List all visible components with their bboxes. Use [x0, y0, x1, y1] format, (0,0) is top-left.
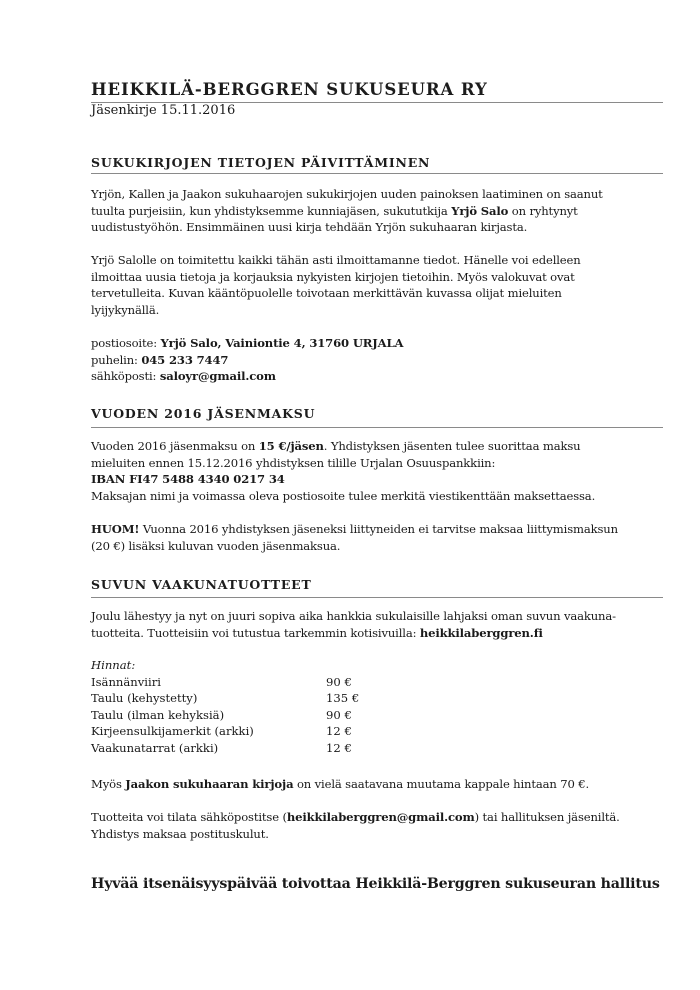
price-row: [91, 674, 359, 691]
section-heading-family-books: SUKUKIRJOJEN TIETOJEN PÄIVITTÄMINEN: [91, 155, 431, 170]
product-name: Taulu (ilman kehyksiä): [91, 707, 225, 722]
address-value: Yrjö Salo, Vainiontie 4, 31760 URJALA: [160, 336, 404, 350]
text-fragment: tuotteita. Tuotteisiin voi tutustua tarkemmin kotisivuilla:: [91, 625, 420, 640]
paragraph-family-books-intro: [91, 186, 603, 236]
order-email-link[interactable]: heikkilaberggren@gmail.com: [286, 810, 475, 824]
email-label: sähköposti:: [91, 369, 160, 384]
note-label: HUOM!: [91, 522, 140, 536]
document-title: HEIKKILÄ-BERGGREN SUKUSEURA RY: [91, 80, 488, 99]
section-rule: [91, 173, 663, 174]
bold-books: Jaakon sukuhaaran kirjoja: [125, 777, 294, 791]
text-line: Yhdistys maksaa postituskulut.: [91, 826, 269, 841]
text-line: [91, 625, 616, 642]
paragraph-coat-of-arms: [91, 608, 616, 641]
closing-greeting: Hyvää itsenäisyyspäivää toivottaa Heikkilä-Berggren sukuseuran hallitus: [91, 876, 660, 892]
text-fragment: on ryhtynyt: [508, 203, 578, 218]
text-line: [91, 776, 589, 793]
text-fragment: Myös: [91, 777, 126, 791]
text-fragment: Vuonna 2016 yhdistyksen jäseneksi liittyneiden ei tarvitse maksaa liittymismaksun: [139, 522, 618, 536]
product-price: 12 €: [326, 724, 352, 739]
text-line: Maksajan nimi ja voimassa oleva postiosoite tulee merkitä viestikenttään maksettaessa.: [91, 488, 596, 503]
phone-label: puhelin:: [91, 352, 142, 367]
iban-value: IBAN FI47 5488 4340 0217 34: [91, 472, 285, 487]
bold-name: Yrjö Salo: [451, 203, 509, 218]
iban: [91, 471, 595, 488]
text-line: Yrjö Salolle on toimitettu kaikki tähän asti ilmoittamanne tiedot. Hänelle voi edelleen: [91, 253, 581, 267]
contact-block: [91, 335, 403, 385]
section-rule: [91, 427, 663, 428]
price-row: [91, 707, 359, 724]
product-name: Vaakunatarrat (arkki): [91, 740, 219, 755]
text-line: (20 €) lisäksi kuluvan vuoden jäsenmaksua.: [91, 538, 341, 553]
product-price: 90 €: [326, 674, 352, 689]
section-heading-coat-of-arms: SUVUN VAAKUNATUOTTEET: [91, 577, 312, 592]
text-fragment: . Yhdistyksen jäsenten tulee suorittaa maksu: [323, 439, 581, 453]
text-line: mieluiten ennen 15.12.2016 yhdistyksen tilille Urjalan Osuuspankkiin:: [91, 455, 496, 470]
text-line: Yrjön, Kallen ja Jaakon sukuhaarojen sukukirjojen uuden painoksen laatiminen on saanut: [91, 187, 603, 201]
price-list-label: Hinnat:: [91, 658, 136, 672]
website-link[interactable]: heikkilaberggren.fi: [419, 625, 543, 640]
section-rule: [91, 597, 663, 598]
paragraph-family-books-info: [91, 252, 581, 318]
product-price: 135 €: [326, 691, 360, 706]
price-row: [91, 690, 359, 707]
text-line: tervetulleita. Kuvan kääntöpuolelle toivotaan merkittävän kuvassa olijat mieluiten: [91, 286, 562, 301]
email-value: saloyr@gmail.com: [159, 369, 276, 384]
text-fragment: Tuotteita voi tilata sähköpostitse (: [91, 810, 287, 824]
text-fragment: Vuoden 2016 jäsenmaksu on: [91, 439, 259, 453]
text-line: [91, 521, 618, 538]
paragraph-membership-fee: [91, 438, 595, 504]
product-name: Isännänviiri: [91, 674, 161, 689]
section-heading-membership-fee: VUODEN 2016 JÄSENMAKSU: [91, 406, 316, 421]
text-line: ilmoittaa uusia tietoja ja korjauksia nykyisten kirjojen tietoihin. Myös valokuvat ovat: [91, 269, 575, 284]
paragraph-books: [91, 776, 589, 793]
text-fragment: tuulta purjeisiin, kun yhdistyksemme kunniajäsen, sukututkija: [91, 203, 452, 218]
text-line: lyijykynällä.: [91, 302, 160, 317]
paragraph-ordering: [91, 809, 620, 842]
product-price: 90 €: [326, 707, 352, 722]
text-fragment: on vielä saatavana muutama kappale hintaan 70 €.: [293, 777, 590, 791]
address-label: postiosoite:: [91, 336, 161, 350]
contact-email: [91, 368, 403, 385]
text-line: uudistustyöhön. Ensimmäinen uusi kirja tehdään Yrjön sukuhaaran kirjasta.: [91, 220, 528, 235]
product-price: 12 €: [326, 740, 352, 755]
contact-phone: [91, 352, 403, 369]
fee-amount: 15 €/jäsen: [258, 439, 324, 453]
price-row: [91, 740, 359, 757]
document-subtitle: Jäsenkirje 15.11.2016: [91, 103, 236, 118]
text-line: [91, 203, 603, 220]
text-fragment: ) tai hallituksen jäseniltä.: [474, 810, 620, 824]
paragraph-note: [91, 521, 618, 554]
price-row: [91, 723, 359, 740]
price-list: [91, 657, 359, 757]
text-line: Joulu lähestyy ja nyt on juuri sopiva aika hankkia sukulaisille lahjaksi oman suvun vaakuna-: [91, 609, 616, 623]
contact-address: [91, 335, 403, 352]
text-line: [91, 438, 595, 455]
text-line: [91, 809, 620, 826]
product-name: Taulu (kehystetty): [91, 691, 198, 706]
product-name: Kirjeensulkijamerkit (arkki): [91, 724, 254, 739]
phone-value: 045 233 7447: [141, 352, 229, 367]
